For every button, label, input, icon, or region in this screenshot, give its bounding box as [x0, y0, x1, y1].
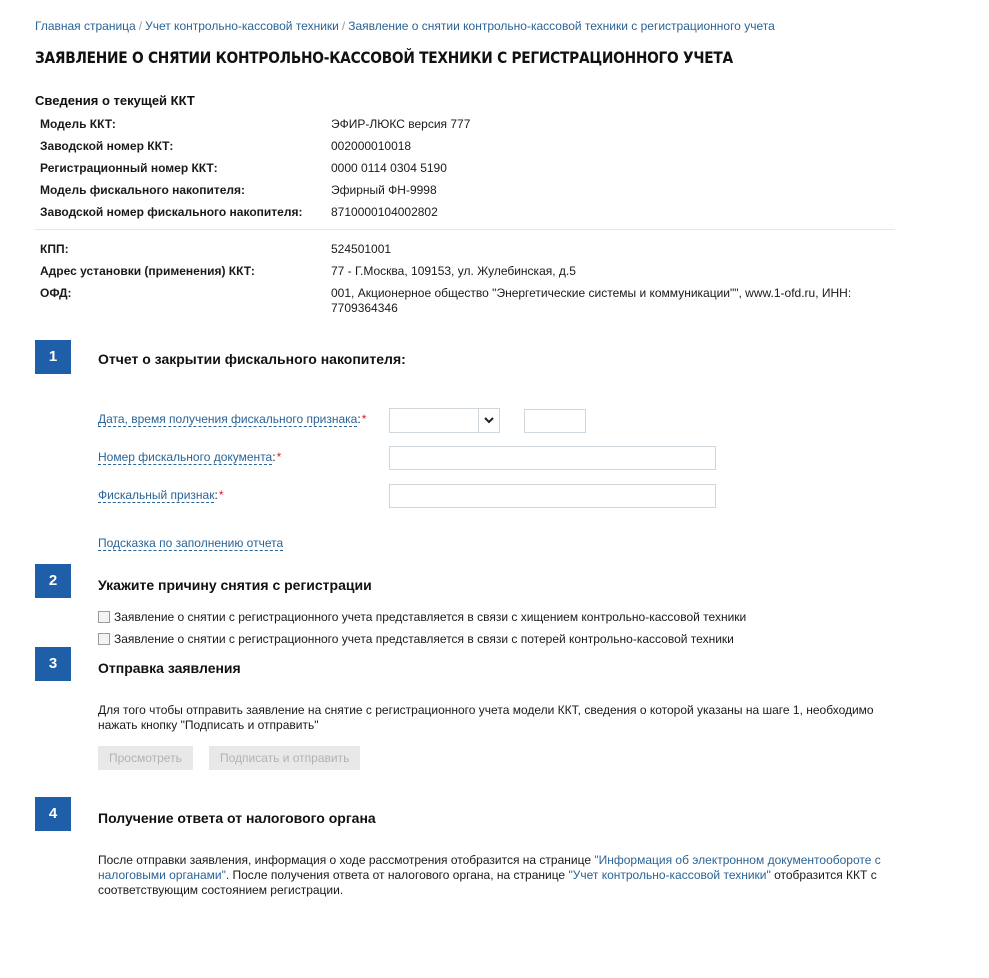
fiscal-sign-date-help-link[interactable]: Дата, время получения фискального признака	[98, 412, 358, 426]
label-colon: :	[272, 450, 276, 464]
fiscal-sign-help-link[interactable]: Фискальный признак	[98, 488, 215, 502]
info-value: 524501001	[331, 242, 392, 256]
fiscal-sign-label	[98, 488, 224, 502]
breadcrumb-current-page-link[interactable]: Заявление о снятии контрольно-кассовой техники с регистрационного учета	[348, 19, 775, 33]
required-mark: *	[361, 412, 367, 426]
info-value: 002000010018	[331, 139, 412, 153]
breadcrumb-separator: /	[138, 19, 143, 33]
info-value: 0000 0114 0304 5190	[331, 161, 447, 175]
fiscal-sign-input[interactable]	[389, 484, 716, 508]
info-label: Заводской номер фискального накопителя:	[40, 205, 303, 219]
response-info-text	[98, 853, 898, 898]
info-value: 001, Акционерное общество "Энергетические системы и коммуникации"", www.1-ofd.ru, ИНН: 7709364346	[331, 286, 852, 315]
label-colon: :	[357, 412, 361, 426]
step-3-badge: 3	[35, 647, 71, 681]
step-3-title: Отправка заявления	[98, 660, 241, 676]
preview-button[interactable]: Просмотреть	[98, 746, 193, 770]
step-1-badge: 1	[35, 340, 71, 374]
info-value: 8710000104002802	[331, 205, 438, 219]
kkt-accounting-link[interactable]: "Учет контрольно-кассовой техники"	[568, 868, 771, 882]
response-text-part: . После получения ответа от налогового органа, на странице	[225, 868, 569, 882]
info-value: ЭФИР-ЛЮКС версия 777	[331, 117, 471, 131]
step-2-badge: 2	[35, 564, 71, 598]
info-label: ОФД:	[40, 286, 72, 300]
required-mark: *	[276, 450, 282, 464]
response-text-part: После отправки заявления, информация о ходе рассмотрения отобразится на странице	[98, 853, 595, 867]
reason-theft-checkbox[interactable]	[98, 611, 110, 623]
step-1-title: Отчет о закрытии фискального накопителя:	[98, 351, 406, 367]
info-label: Модель ККТ:	[40, 117, 116, 131]
report-hint-link[interactable]: Подсказка по заполнению отчета	[98, 536, 284, 550]
fiscal-doc-number-input[interactable]	[389, 446, 716, 470]
reason-loss-option[interactable]	[98, 632, 734, 646]
info-value: Эфирный ФН-9998	[331, 183, 437, 197]
send-instructions-text: Для того чтобы отправить заявление на снятие с регистрационного учета модели ККТ, сведения о которой указаны на шаге 1, необходимо нажать кнопку "Подписать и отправить"	[98, 703, 874, 732]
reason-theft-option[interactable]	[98, 610, 746, 624]
breadcrumb-home-link[interactable]: Главная страница	[35, 19, 136, 33]
reason-theft-label: Заявление о снятии с регистрационного учета представляется в связи с хищением контрольно-кассовой техники	[114, 610, 747, 624]
info-label: Модель фискального накопителя:	[40, 183, 246, 197]
step-4-badge: 4	[35, 797, 71, 831]
info-divider	[35, 229, 895, 230]
reason-loss-checkbox[interactable]	[98, 633, 110, 645]
fiscal-doc-number-label	[98, 450, 281, 464]
fiscal-sign-time-input[interactable]	[524, 409, 586, 433]
kkt-info-heading: Сведения о текущей ККТ	[35, 93, 195, 108]
info-label: КПП:	[40, 242, 69, 256]
info-label: Регистрационный номер ККТ:	[40, 161, 218, 175]
page-title: ЗАЯВЛЕНИЕ О СНЯТИИ КОНТРОЛЬНО-КАССОВОЙ ТЕХНИКИ С РЕГИСТРАЦИОННОГО УЧЕТА	[35, 48, 733, 67]
chevron-down-icon[interactable]	[478, 409, 499, 432]
info-value: 77 - Г.Москва, 109153, ул. Жулебинская, д.5	[331, 264, 576, 278]
info-label: Заводской номер ККТ:	[40, 139, 174, 153]
fiscal-sign-date-select[interactable]	[389, 408, 500, 433]
required-mark: *	[218, 488, 224, 502]
sign-and-send-button[interactable]: Подписать и отправить	[209, 746, 360, 770]
info-label: Адрес установки (применения) ККТ:	[40, 264, 255, 278]
label-colon: :	[214, 488, 218, 502]
breadcrumb-separator: /	[341, 19, 346, 33]
breadcrumb	[35, 19, 775, 33]
step-2-title: Укажите причину снятия с регистрации	[98, 577, 372, 593]
fiscal-sign-date-label	[98, 412, 366, 426]
fiscal-doc-number-help-link[interactable]: Номер фискального документа	[98, 450, 273, 464]
breadcrumb-kkt-accounting-link[interactable]: Учет контрольно-кассовой техники	[145, 19, 339, 33]
step-4-title: Получение ответа от налогового органа	[98, 810, 376, 826]
edo-info-link[interactable]: "Информация об электронном документообороте с налоговыми органами"	[98, 853, 881, 882]
reason-loss-label: Заявление о снятии с регистрационного учета представляется в связи с потерей контрольно-кассовой техники	[114, 632, 734, 646]
response-text-part: отобразится ККТ с соответствующим состоянием регистрации.	[98, 868, 877, 897]
